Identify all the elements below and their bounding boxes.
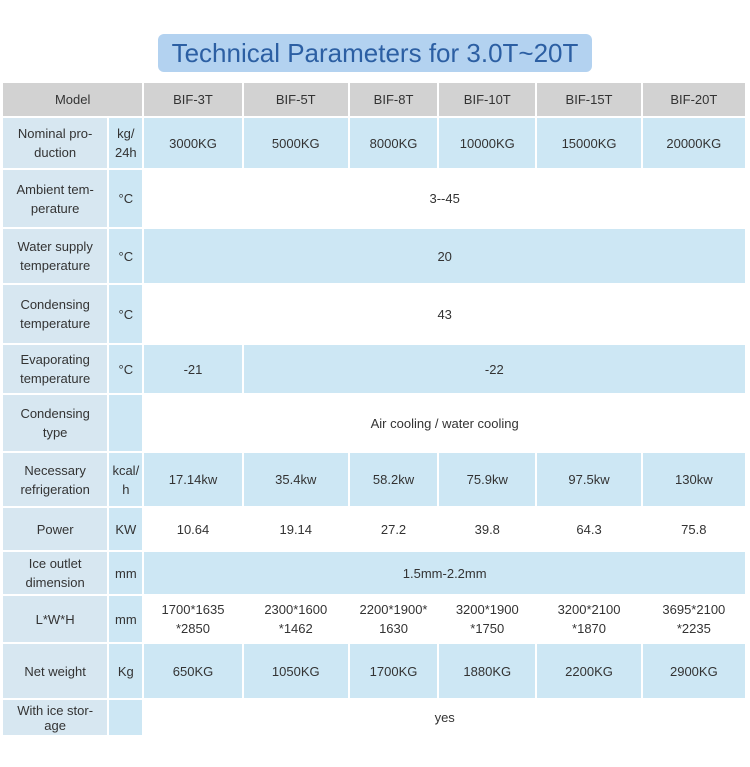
model-name: BIF-8T xyxy=(350,83,437,116)
table-cell: 10.64 xyxy=(144,508,241,550)
row-unit: °C xyxy=(109,345,142,393)
row-label: Ice outlet dimension xyxy=(3,552,107,594)
ice-outlet-row xyxy=(3,552,745,594)
table-cell: 3200*1900 *1750 xyxy=(439,596,535,642)
table-cell: 130kw xyxy=(643,453,745,506)
row-label: Condensing temperature xyxy=(3,285,107,343)
model-name: BIF-20T xyxy=(643,83,745,116)
water-supply-row xyxy=(3,229,745,283)
table-cell: 20 xyxy=(144,229,745,283)
model-name: BIF-3T xyxy=(144,83,241,116)
net-weight-row xyxy=(3,644,745,698)
table-cell: 17.14kw xyxy=(144,453,241,506)
row-unit xyxy=(109,700,142,735)
table-cell: 2200*1900* 1630 xyxy=(350,596,437,642)
row-label: With ice stor- age xyxy=(3,700,107,735)
refrigeration-row xyxy=(3,453,745,506)
condensing-temperature-row xyxy=(3,285,745,343)
table-cell: 3200*2100 *1870 xyxy=(537,596,640,642)
parameters-table xyxy=(1,81,747,737)
row-unit: kg/ 24h xyxy=(109,118,142,168)
ice-storage-row xyxy=(3,700,745,735)
title-container xyxy=(0,34,750,72)
table-cell: 8000KG xyxy=(350,118,437,168)
table-cell: 5000KG xyxy=(244,118,348,168)
table-cell: 3000KG xyxy=(144,118,241,168)
table-cell: 1700KG xyxy=(350,644,437,698)
model-name: BIF-10T xyxy=(439,83,535,116)
table-cell: Air cooling / water cooling xyxy=(144,395,745,451)
header-row xyxy=(3,83,745,116)
table-cell: 2200KG xyxy=(537,644,640,698)
evaporating-temperature-row xyxy=(3,345,745,393)
row-label: Ambient tem- perature xyxy=(3,170,107,227)
row-unit: mm xyxy=(109,596,142,642)
table-cell: 1880KG xyxy=(439,644,535,698)
model-name: BIF-5T xyxy=(244,83,348,116)
table-cell: 58.2kw xyxy=(350,453,437,506)
row-label: Net weight xyxy=(3,644,107,698)
table-cell: 1050KG xyxy=(244,644,348,698)
table-cell: -21 xyxy=(144,345,241,393)
row-label: L*W*H xyxy=(3,596,107,642)
table-cell: 1700*1635 *2850 xyxy=(144,596,241,642)
power-row xyxy=(3,508,745,550)
row-label: Evaporating temperature xyxy=(3,345,107,393)
model-header: Model xyxy=(3,83,142,116)
row-label: Nominal pro- duction xyxy=(3,118,107,168)
table-cell: 3--45 xyxy=(144,170,745,227)
row-label: Condensing type xyxy=(3,395,107,451)
row-label: Necessary refrigeration xyxy=(3,453,107,506)
table-cell: 43 xyxy=(144,285,745,343)
table-cell: 20000KG xyxy=(643,118,745,168)
table-cell: 3695*2100 *2235 xyxy=(643,596,745,642)
table-cell: 15000KG xyxy=(537,118,640,168)
table-cell: 19.14 xyxy=(244,508,348,550)
row-label: Water supply temperature xyxy=(3,229,107,283)
table-cell: 27.2 xyxy=(350,508,437,550)
table-cell: 1.5mm-2.2mm xyxy=(144,552,745,594)
table-cell: 75.9kw xyxy=(439,453,535,506)
table-cell: 39.8 xyxy=(439,508,535,550)
table-cell: 650KG xyxy=(144,644,241,698)
ambient-temperature-row xyxy=(3,170,745,227)
lwh-row xyxy=(3,596,745,642)
table-cell: 97.5kw xyxy=(537,453,640,506)
condensing-type-row xyxy=(3,395,745,451)
row-unit: kcal/ h xyxy=(109,453,142,506)
model-name: BIF-15T xyxy=(537,83,640,116)
table-cell: 64.3 xyxy=(537,508,640,550)
table-cell: 75.8 xyxy=(643,508,745,550)
table-cell: 35.4kw xyxy=(244,453,348,506)
row-unit xyxy=(109,395,142,451)
table-cell: 10000KG xyxy=(439,118,535,168)
row-unit: °C xyxy=(109,229,142,283)
row-unit: °C xyxy=(109,285,142,343)
page-title: Technical Parameters for 3.0T~20T xyxy=(158,34,593,72)
row-label: Power xyxy=(3,508,107,550)
nominal-production-row xyxy=(3,118,745,168)
table-cell: 2900KG xyxy=(643,644,745,698)
row-unit: Kg xyxy=(109,644,142,698)
table-cell: -22 xyxy=(244,345,745,393)
table-cell: 2300*1600 *1462 xyxy=(244,596,348,642)
row-unit: KW xyxy=(109,508,142,550)
row-unit: °C xyxy=(109,170,142,227)
row-unit: mm xyxy=(109,552,142,594)
table-cell: yes xyxy=(144,700,745,735)
